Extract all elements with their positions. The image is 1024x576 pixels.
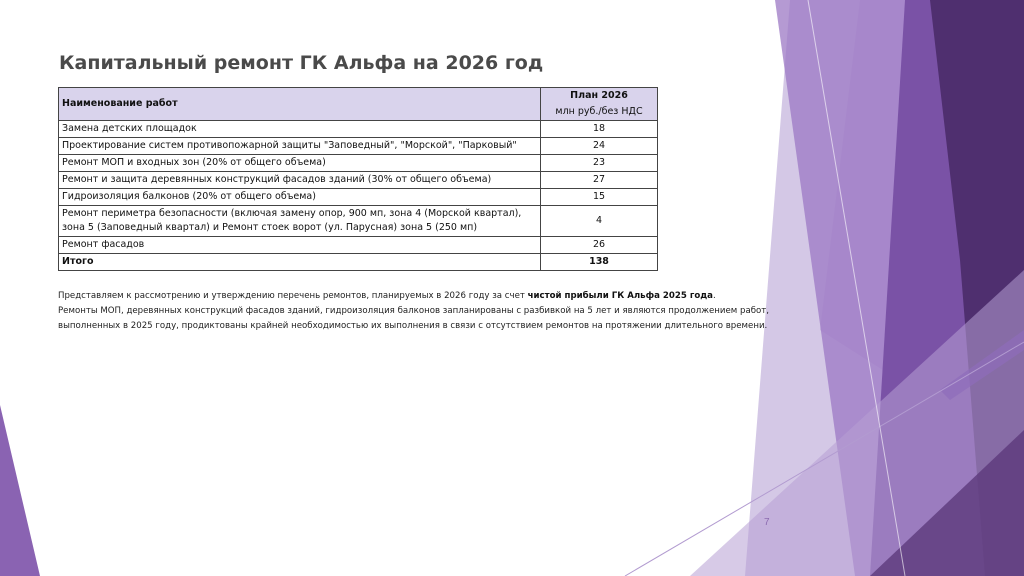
row-name: Ремонт и защита деревянных конструкций фасадов зданий (30% от общего объема) — [59, 172, 541, 189]
row-value: 23 — [541, 155, 658, 172]
note-p1-end: . — [712, 291, 716, 301]
total-value: 138 — [541, 254, 658, 271]
header-work-name: Наименование работ — [59, 88, 541, 121]
slide-title: Капитальный ремонт ГК Альфа на 2026 год — [59, 52, 544, 74]
row-value: 15 — [541, 189, 658, 206]
header-plan-unit: млн руб./без НДС — [555, 106, 643, 117]
note-paragraph-2: Ремонты МОП, деревянных конструкций фасадов зданий, гидроизоляция балконов запланированы с разбивкой на 5 лет и являются продолжением работ, выполненных в 2025 году, продиктованы крайней необходимостью их выполнения в связи с отсутствием ремонтов на протяжении длительного времени. — [58, 306, 770, 331]
note-p1-text: Представляем к рассмотрению и утверждению перечень ремонтов, планируемых в 2026 году за счет — [58, 291, 528, 301]
table-header-row — [59, 88, 658, 121]
row-value: 26 — [541, 237, 658, 254]
table-row — [59, 206, 658, 237]
repairs-table — [58, 87, 658, 271]
table-total-row — [59, 254, 658, 271]
note-text — [58, 289, 778, 334]
note-p1-emphasis: чистой прибыли ГК Альфа 2025 года — [527, 291, 713, 301]
row-name: Ремонт фасадов — [59, 237, 541, 254]
table-row — [59, 189, 658, 206]
header-plan-year: План 2026 — [570, 90, 628, 101]
table-row — [59, 237, 658, 254]
header-plan — [541, 88, 658, 121]
row-name: Замена детских площадок — [59, 121, 541, 138]
total-label: Итого — [59, 254, 541, 271]
table-row — [59, 121, 658, 138]
row-name: Ремонт МОП и входных зон (20% от общего объема) — [59, 155, 541, 172]
table-row — [59, 155, 658, 172]
row-value: 27 — [541, 172, 658, 189]
table-row — [59, 172, 658, 189]
page-number: 7 — [764, 517, 770, 528]
table-row — [59, 138, 658, 155]
row-value: 18 — [541, 121, 658, 138]
row-name: Ремонт периметра безопасности (включая замену опор, 900 мп, зона 4 (Морской квартал), зона 5 (Заповедный квартал) и Ремонт стоек ворот (ул. Парусная) зона 5 (250 мп) — [59, 206, 541, 237]
row-value: 24 — [541, 138, 658, 155]
deco-left-corner — [0, 405, 40, 576]
row-value: 4 — [541, 206, 658, 237]
note-paragraph-1 — [58, 289, 778, 304]
row-name: Гидроизоляция балконов (20% от общего объема) — [59, 189, 541, 206]
row-name: Проектирование систем противопожарной защиты "Заповедный", "Морской", "Парковый" — [59, 138, 541, 155]
